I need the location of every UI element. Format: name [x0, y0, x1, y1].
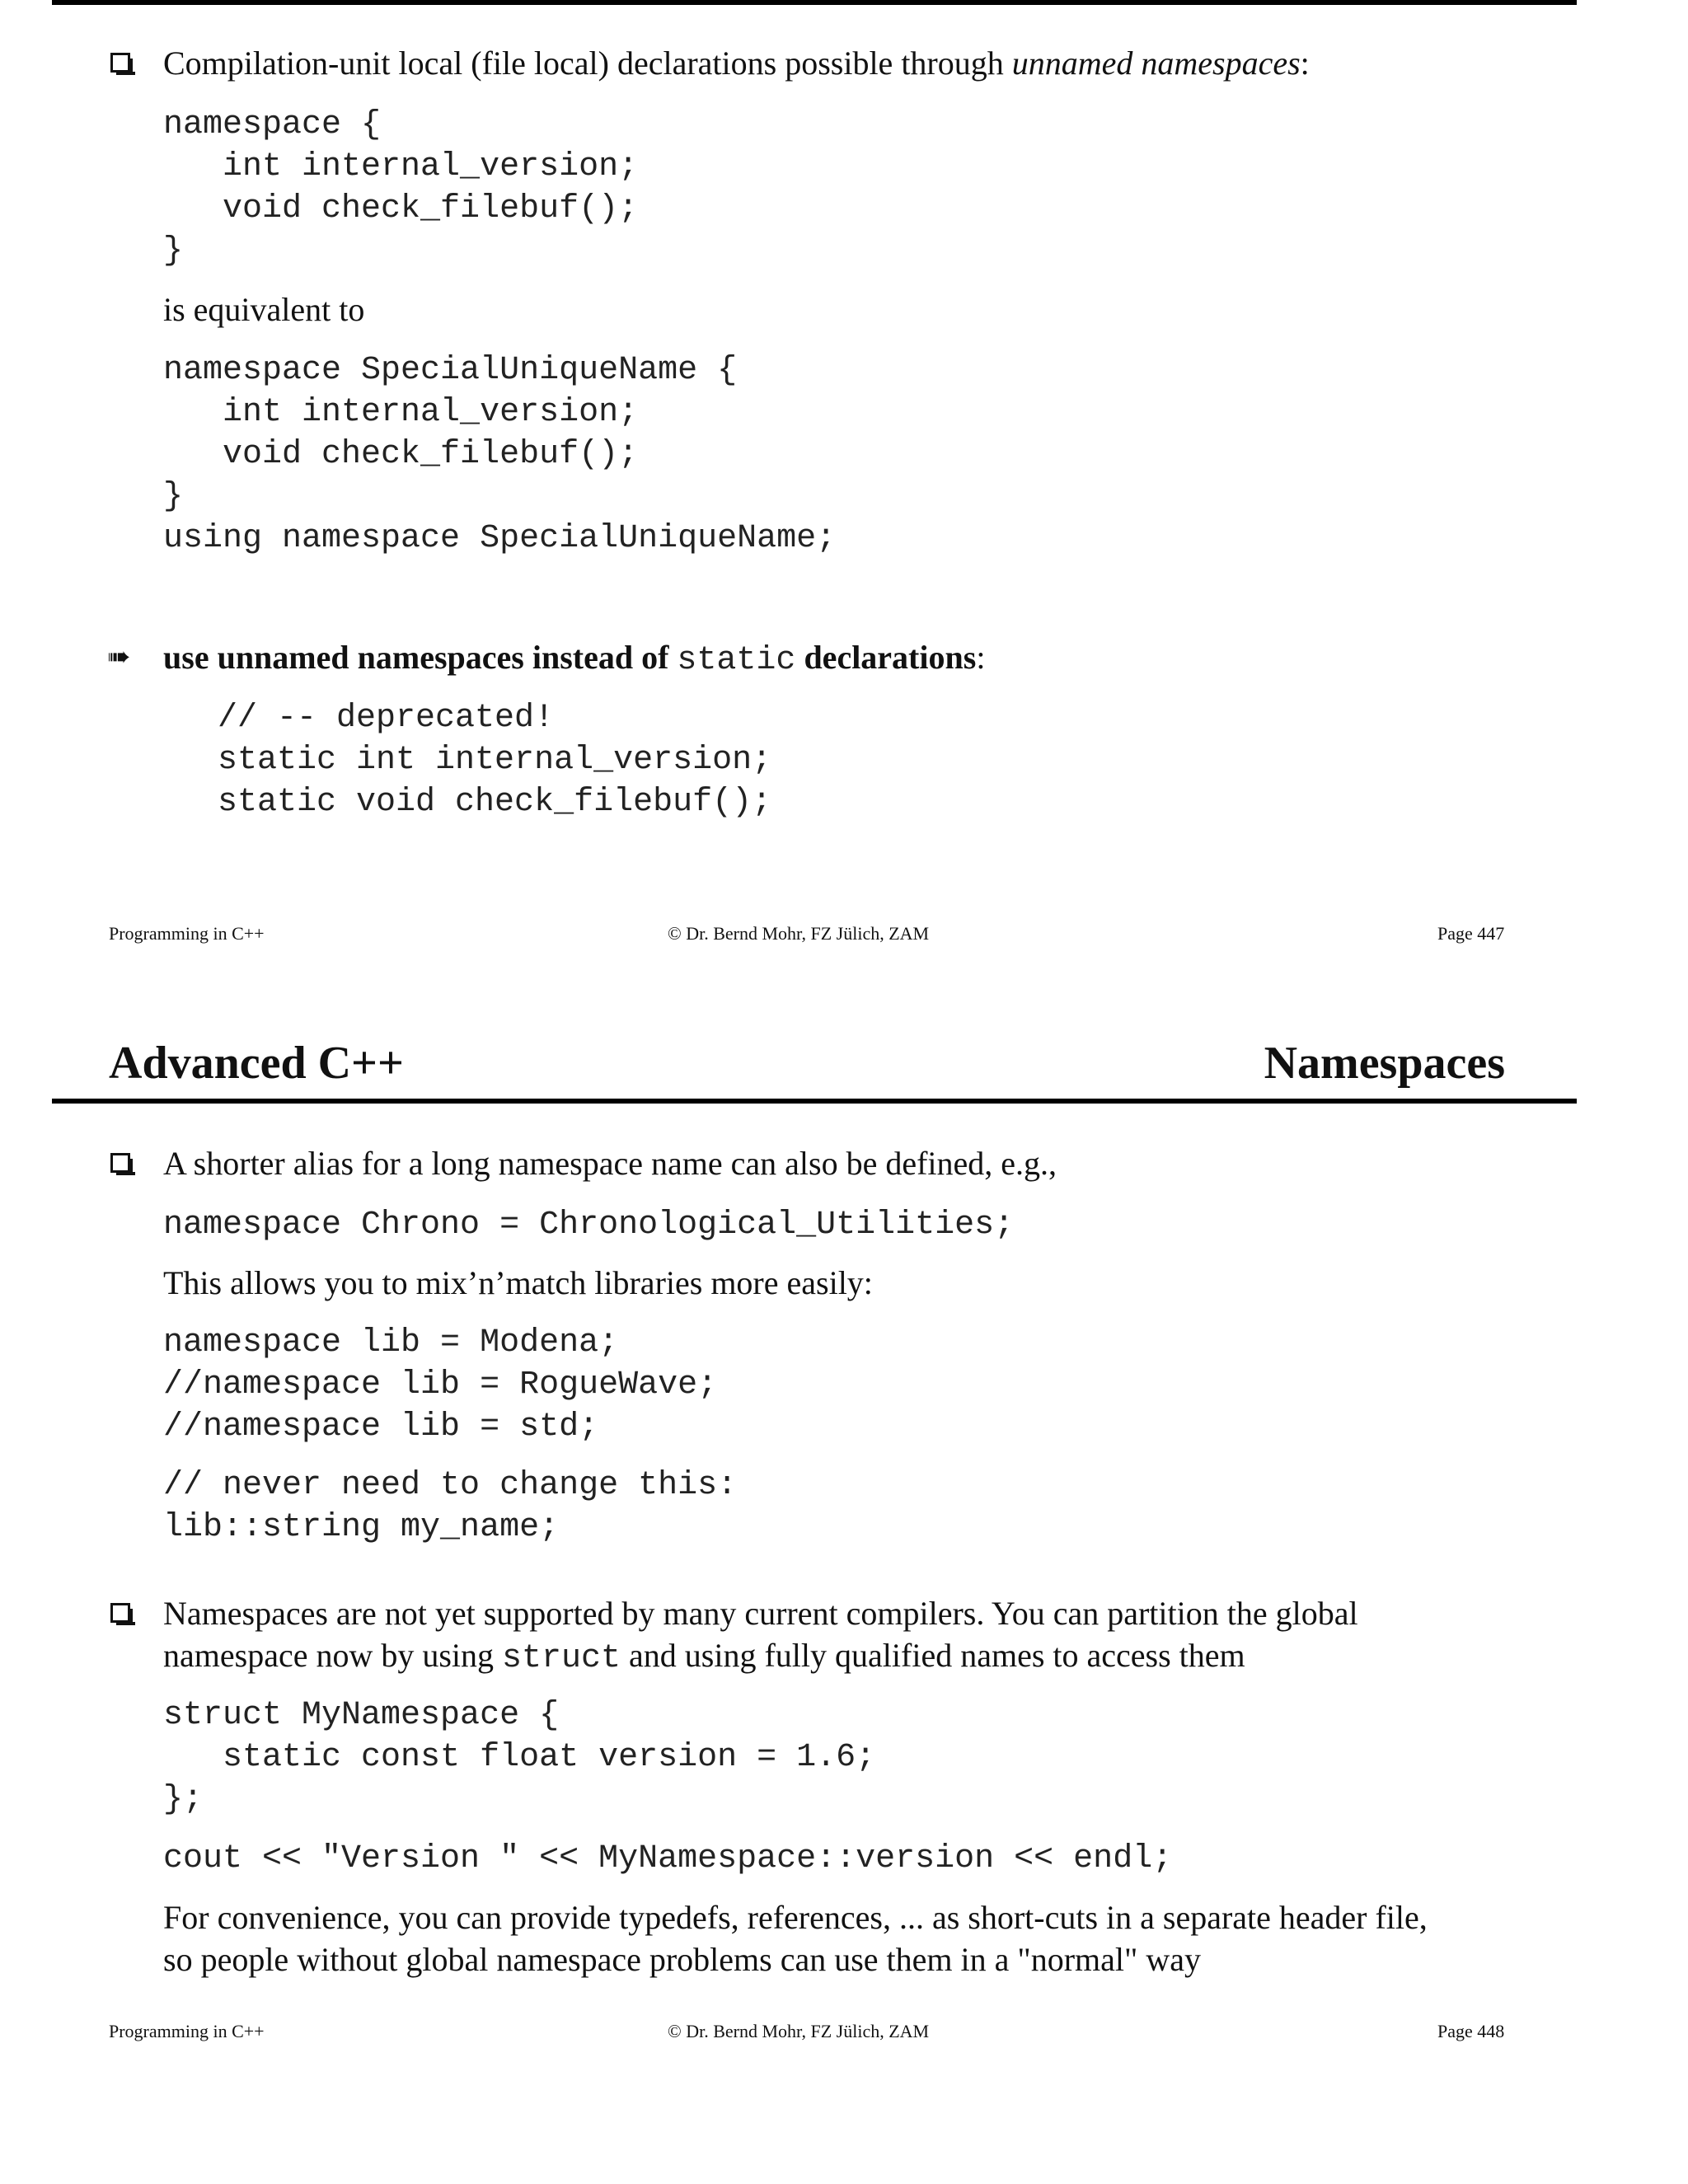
tip-line [163, 637, 985, 682]
tip-bold-text: use unnamed namespaces instead of [163, 639, 678, 676]
code-deprecated-static: // -- deprecated! static int internal_version; static void check_filebuf(); [218, 700, 772, 821]
code-lib-usage: // never need to change this: lib::string my_name; [163, 1467, 738, 1546]
bullet-struct-text-line2 [163, 1635, 1245, 1680]
header-rule [52, 1099, 1577, 1104]
tip-colon: : [976, 639, 986, 676]
equivalent-text: is equivalent to [163, 291, 365, 328]
bullet-struct-text: namespace now by using [163, 1637, 503, 1674]
bullet-colon: : [1300, 45, 1310, 82]
arrow-icon: ➠ [107, 642, 131, 673]
page-header-left: Advanced C++ [109, 1038, 404, 1089]
convenience-text-line1: For convenience, you can provide typedefs, references, ... as short-cuts in a separate header file, [163, 1899, 1428, 1936]
code-named-namespace: namespace SpecialUniqueName { int internal_version; void check_filebuf(); } using namespace SpecialUniqueName; [163, 352, 837, 557]
code-lib-alias: namespace lib = Modena; //namespace lib = RogueWave; //namespace lib = std; [163, 1324, 718, 1446]
footer-page-number: Page 447 [1437, 923, 1505, 944]
footer-center: © Dr. Bernd Mohr, FZ Jülich, ZAM [668, 2021, 930, 2041]
code-namespace-alias: namespace Chrono = Chronological_Utilities; [163, 1207, 1015, 1244]
bullet-struct-text-line1: Namespaces are not yet supported by many current compilers. You can partition the global [163, 1595, 1358, 1632]
tip-inline-code: static [677, 642, 796, 679]
checkbox-bullet-icon [110, 1603, 130, 1623]
checkbox-bullet-icon [110, 1153, 130, 1173]
inline-code-struct: struct [502, 1640, 621, 1677]
convenience-text-line2: so people without global namespace problems can use them in a "normal" way [163, 1941, 1201, 1978]
footer-left: Programming in C++ [109, 2021, 265, 2041]
top-rule [52, 0, 1577, 5]
bullet-alias-text: A shorter alias for a long namespace name can also be defined, e.g., [163, 1145, 1057, 1182]
code-cout-version: cout << "Version " << MyNamespace::version << endl; [163, 1840, 1173, 1877]
code-unnamed-namespace: namespace { int internal_version; void check_filebuf(); } [163, 106, 639, 269]
bullet-struct-text-tail: and using fully qualified names to access them [621, 1637, 1245, 1674]
bullet-italic-term: unnamed namespaces [1011, 45, 1301, 82]
footer-page-number: Page 448 [1437, 2021, 1505, 2041]
code-struct-namespace: struct MyNamespace { static const float version = 1.6; }; [163, 1697, 876, 1818]
checkbox-bullet-icon [110, 53, 130, 73]
page-header-right: Namespaces [1264, 1038, 1505, 1089]
footer-left: Programming in C++ [109, 923, 265, 944]
bullet-text: Compilation-unit local (file local) declarations possible through [163, 45, 1012, 82]
footer-center: © Dr. Bernd Mohr, FZ Jülich, ZAM [668, 923, 930, 944]
mix-match-text: This allows you to mix’n’match libraries more easily: [163, 1264, 873, 1301]
tip-bold-text-2: declarations [795, 639, 977, 676]
bullet-unnamed-namespaces [163, 43, 1310, 84]
